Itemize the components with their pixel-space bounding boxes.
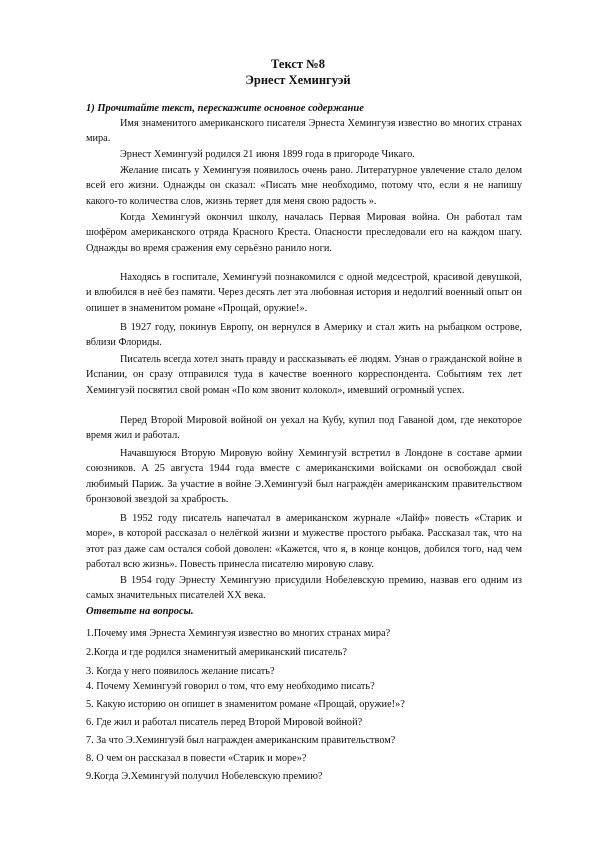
paragraph-5: Находясь в госпитале, Хемингуэй познакомился с одной медсестрой, красивой девушкой, и влюбился в неё без памяти. Через десять лет эта любовная история и недолгий военный опыт он опишет в знаменитом романе «Прощай, оружие!».: [86, 272, 522, 314]
task2-heading: Ответьте на вопросы.: [86, 606, 194, 617]
question-1: 1.Почему имя Эрнеста Хемингуэя известно во многих странах мира?: [86, 628, 391, 639]
author-title: Эрнест Хемингуэй: [245, 73, 351, 87]
paragraph-8: Перед Второй Мировой войной он уехал на Кубу, купил под Гаваной дом, где некоторое время жил и работал.: [86, 415, 522, 442]
paragraph-11: В 1954 году Эрнесту Хемингуэю присудили Нобелевскую премию, назвав его одним из самых значительных писателей XX века.: [86, 575, 522, 602]
paragraph-1: Имя знаменитого американского писателя Эрнеста Хемингуэя известно во многих странах мира.: [86, 118, 522, 145]
paragraph-9: Начавшуюся Вторую Мировую войну Хемингуэй встретил в Лондоне в составе армии союзников. А 25 августа 1944 года вместе с американскими войсками он освобождал свой любимый Париж. За участие в войне Э.Хемингуэй был награждён американским правительством бронзовой звездой за храбрость.: [86, 448, 522, 506]
paragraph-7: Писатель всегда хотел знать правду и рассказывать её людям. Узнав о гражданской войне в Испании, он сразу отправился туда в качестве военного корреспондента. Событиям тех лет Хемингуэй посвятил свой роман «По ком звонит колокол», имевший огромный успех.: [86, 354, 522, 396]
paragraph-4: Когда Хемингуэй окончил школу, началась Первая Мировая война. Он работал там шофёром американского отряда Красного Креста. Опасности преследовали его на каждом шагу. Однажды во время сражения ему серьёзно ранило ноги.: [86, 212, 522, 254]
question-3: 3. Когда у него появилось желание писать?: [86, 666, 275, 677]
text-number-title: Текст №8: [271, 57, 325, 71]
question-8: 8. О чем он рассказал в повести «Старик и море»?: [86, 753, 307, 764]
question-9: 9.Когда Э.Хемингуэй получил Нобелевскую премию?: [86, 771, 323, 782]
paragraph-2: Эрнест Хемингуэй родился 21 июня 1899 года в пригороде Чикаго.: [120, 149, 415, 160]
question-2: 2.Когда и где родился знаменитый американский писатель?: [86, 647, 347, 658]
task1-heading: 1) Прочитайте текст, перескажите основное содержание: [86, 103, 364, 114]
question-7: 7. За что Э.Хемингуэй был награжден американским правительством?: [86, 735, 396, 746]
question-4: 4. Почему Хемингуэй говорил о том, что ему необходимо писать?: [86, 681, 375, 692]
question-6: 6. Где жил и работал писатель перед Второй Мировой войной?: [86, 717, 363, 728]
paragraph-10: В 1952 году писатель напечатал в американском журнале «Лайф» повесть «Старик и море», в которой рассказал о нелёгкой жизни и мужестве простого рыбака. Рассказал так, что на этот раз даже сам остался собой доволен: «Кажется, что я, в конце концов, добился того, над чем работал всю жизнь». Повесть принесла писателю мировую славу.: [86, 513, 522, 571]
paragraph-3: Желание писать у Хемингуэя появилось очень рано. Литературное увлечение стало делом всей его жизни. Однажды он сказал: «Писать мне необходимо, потому что, если я не напишу какого-то количества слов, жизнь теряет для меня свою радость ».: [86, 165, 522, 207]
paragraph-6: В 1927 году, покинув Европу, он вернулся в Америку и стал жить на рыбацком острове, вблизи Флориды.: [86, 322, 522, 349]
question-5: 5. Какую историю он опишет в знаменитом романе «Прощай, оружие!»?: [86, 699, 405, 710]
